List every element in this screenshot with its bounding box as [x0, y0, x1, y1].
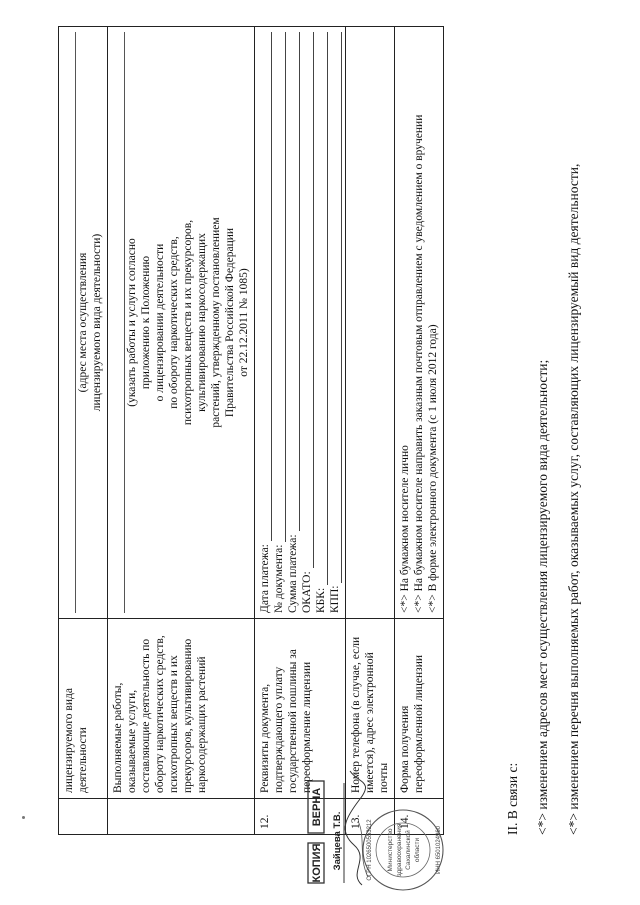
option-electronic[interactable]: <*> В форме электронного документа (с 1 июля 2012 года): [427, 324, 440, 613]
works-hint-line: приложению к Положению: [140, 255, 153, 390]
works-hint-line: культивированию наркосодержащих: [196, 233, 209, 412]
address-hint-line: лицензируемого вида деятельности): [91, 233, 104, 412]
section-heading: II. В связи с:: [505, 762, 520, 835]
continuation-label-line: лицензируемого вида: [63, 688, 75, 793]
section-ii: [505, 25, 596, 835]
license-form-label: Форма получения переоформленной лицензии: [395, 619, 444, 799]
kpp-field[interactable]: КПП:: [328, 32, 342, 613]
document-number-field[interactable]: № документа:: [272, 32, 286, 613]
address-blank-line: [62, 32, 76, 613]
works-hint-line: Правительства Российской Федерации: [224, 227, 237, 418]
row-number-13: 13.: [346, 799, 395, 835]
works-blank-line: [111, 32, 125, 613]
section-item-addresses[interactable]: <*> изменением адресов мест осуществления лицензируемого вида деятельности;: [535, 359, 551, 835]
continuation-label-line: деятельности: [77, 727, 90, 793]
address-hint-line: (адрес места осуществления: [77, 252, 89, 393]
address-field-cell: [59, 27, 108, 619]
seal-text-line: области: [414, 837, 421, 863]
row-number-14: 14.: [395, 799, 444, 835]
seal-text-line: Министерство: [387, 828, 394, 872]
phone-email-label: Номер телефона (в случае, если имеется), адрес электронной почты: [346, 619, 395, 799]
row-number-cell: [59, 799, 108, 835]
seal-text-line: Сахалинской: [405, 830, 412, 870]
option-paper-in-person[interactable]: <*> На бумажном носителе лично: [399, 445, 412, 613]
row-number-12: 12.: [255, 799, 346, 835]
payment-date-field[interactable]: Дата платежа:: [258, 32, 272, 613]
seal-ogrn: ОГРН 1026500553212: [367, 819, 373, 881]
option-paper-by-mail[interactable]: <*> На бумажном носителе направить заказным почтовым отправлением с уведомлением о вручении: [413, 114, 426, 613]
table-row: [108, 27, 255, 835]
works-label: Выполняемые работы, оказываемые услуги, составляющие деятельность по обороту наркотических средств, психотропных веществ и их прекурсоров, культивированию наркосодержащих растений: [108, 619, 255, 799]
phone-email-field[interactable]: [346, 27, 395, 619]
kbk-field[interactable]: КБК:: [314, 32, 328, 613]
table-row: [395, 27, 444, 835]
seal-text-line: здравоохранения: [396, 823, 403, 877]
application-form-table: [58, 26, 444, 835]
works-hint-line: психотропных веществ и их прекурсоров,: [182, 219, 195, 426]
works-hint-line: от 22.12.2011 № 1085): [238, 268, 251, 377]
license-form-options: [395, 27, 444, 619]
works-hint-line: растений, утвержденному постановлением: [210, 217, 223, 428]
table-row: [255, 27, 346, 835]
works-hint-line: по обороту наркотических средств,: [168, 236, 181, 409]
copy-word: КОПИЯ: [311, 843, 323, 883]
seal-graphic: [360, 807, 446, 893]
table-row: [346, 27, 395, 835]
stamp-signer-name: Зайцева Т.В.: [332, 811, 343, 871]
okato-field[interactable]: ОКАТО:: [300, 32, 314, 613]
seal-inn: ИНН 6501024960: [436, 825, 442, 875]
payment-details-label: Реквизиты документа, подтверждающего уплату государственной пошлины за переоформление лицензии: [255, 619, 346, 799]
scan-dust: [22, 816, 25, 819]
works-field-cell: [108, 27, 255, 619]
section-item-works-list[interactable]: <*> изменением перечня выполняемых работ, оказываемых услуг, составляющих лицензируемый вид деятельности,: [565, 163, 581, 835]
works-hint-line: о лицензировании деятельности: [154, 243, 167, 402]
row-label-cell: [59, 619, 108, 799]
payment-sum-field[interactable]: Сумма платежа:: [286, 32, 300, 613]
works-hint-line: (указать работы и услуги согласно: [126, 238, 139, 407]
verified-word: ВЕРНА: [311, 787, 323, 827]
payment-fields-cell: [255, 27, 346, 619]
row-number-cell: [108, 799, 255, 835]
table-row: [59, 27, 108, 835]
ministry-round-seal: [360, 807, 450, 893]
